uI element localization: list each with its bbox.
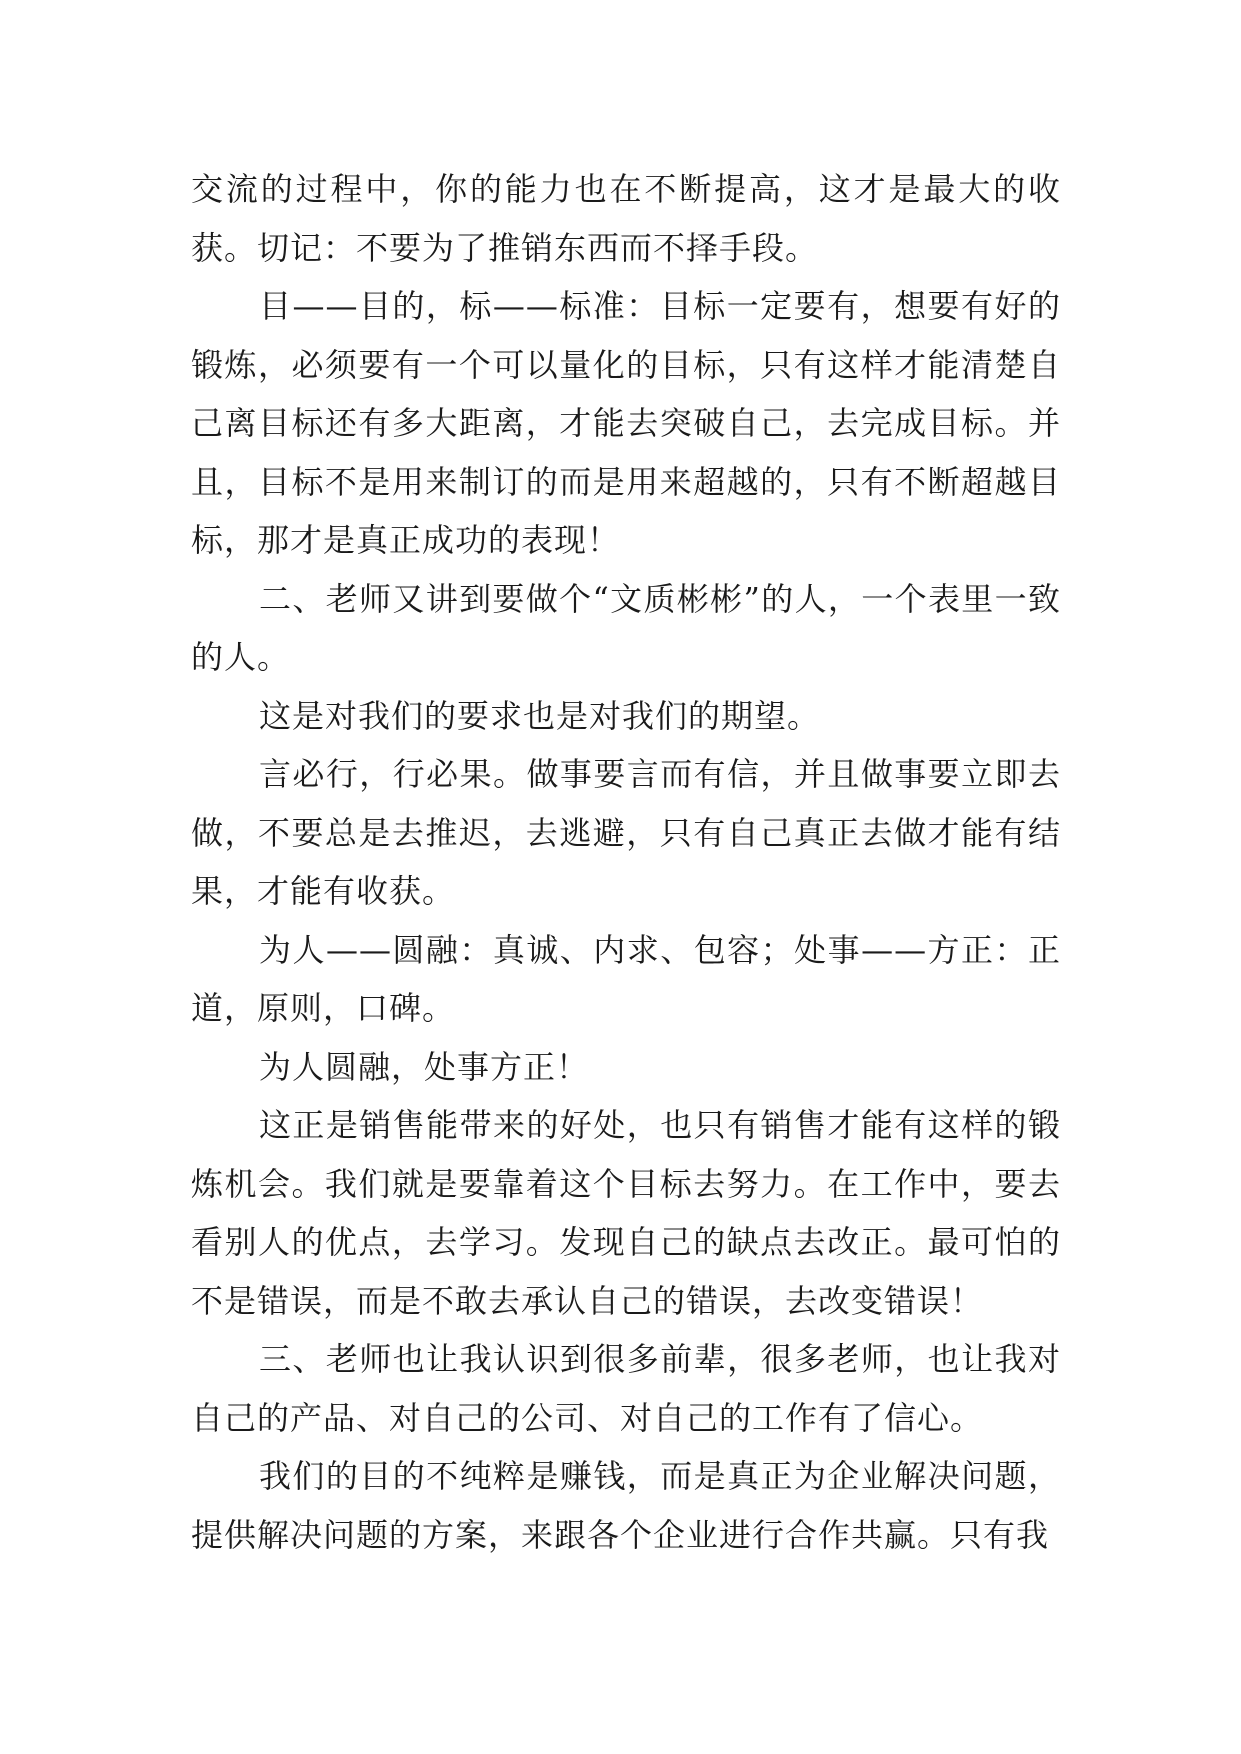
- paragraph: 这正是销售能带来的好处，也只有销售才能有这样的锻炼机会。我们就是要靠着这个目标去努力。在工作中，要去看别人的优点，去学习。发现自己的缺点去改正。最可怕的不是错误，而是不敢去承认自己的错误，去改变错误！: [191, 1106, 1061, 1320]
- paragraph: 这是对我们的要求也是对我们的期望。: [259, 696, 821, 735]
- paragraph: 三、老师也让我认识到很多前辈，很多老师，也让我对自己的产品、对自己的公司、对自己的工作有了信心。: [191, 1340, 1061, 1437]
- paragraph: 交流的过程中，你的能力也在不断提高，这才是最大的收获。切记：不要为了推销东西而不择手段。: [191, 170, 1061, 267]
- document-body: [191, 160, 1061, 1564]
- paragraph: 为人圆融，处事方正！: [259, 1047, 590, 1086]
- paragraph: 我们的目的不纯粹是赚钱，而是真正为企业解决问题，提供解决问题的方案，来跟各个企业进行合作共赢。只有我: [191, 1457, 1061, 1554]
- paragraph: 言必行，行必果。做事要言而有信，并且做事要立即去做，不要总是去推迟，去逃避，只有自己真正去做才能有结果，才能有收获。: [191, 755, 1061, 910]
- paragraph: 目——目的，标——标准：目标一定要有，想要有好的锻炼，必须要有一个可以量化的目标，只有这样才能清楚自己离目标还有多大距离，才能去突破自己，去完成目标。并且，目标不是用来制订的而是用来超越的，只有不断超越目标，那才是真正成功的表现！: [191, 287, 1061, 559]
- paragraph: 为人——圆融：真诚、内求、包容；处事——方正：正道，原则，口碑。: [191, 930, 1061, 1027]
- paragraph: 二、老师又讲到要做个“文质彬彬”的人，一个表里一致的人。: [191, 579, 1061, 676]
